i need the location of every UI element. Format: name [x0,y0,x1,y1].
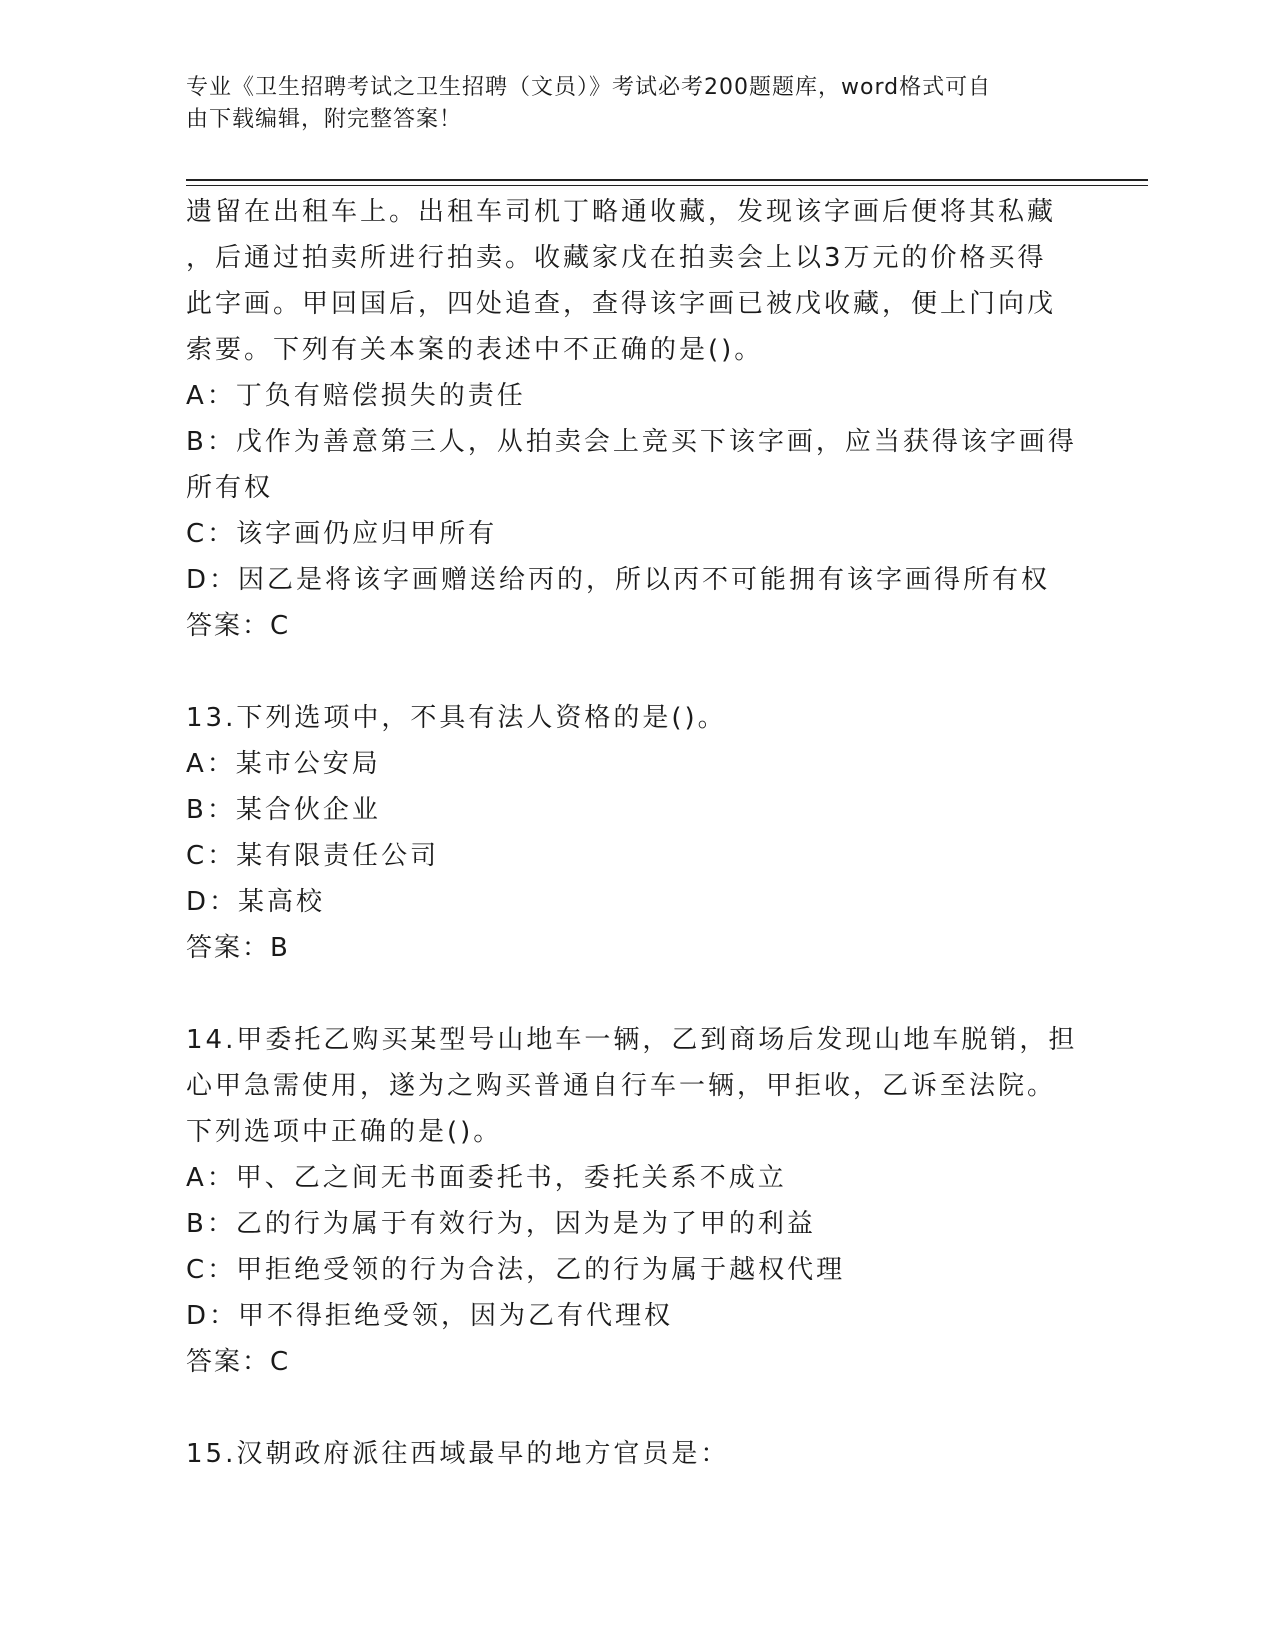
spacer [186,1385,1086,1431]
option-d: D：甲不得拒绝受领，因为乙有代理权 [186,1301,674,1331]
question-13 [186,695,1086,971]
header-line-2: 由下载编辑，附完整答案！ [186,107,463,132]
question-stem-line: 下列选项中正确的是()。 [186,1117,503,1147]
question-15 [186,1431,1086,1477]
answer-line: 答案：C [186,611,291,641]
document-header [186,72,1066,136]
question-stem-line: ，后通过拍卖所进行拍卖。收藏家戊在拍卖会上以3万元的价格买得 [186,243,1047,273]
option-c: C：某有限责任公司 [186,841,440,871]
option-c: C：该字画仍应归甲所有 [186,519,498,549]
question-stem: 13.下列选项中，不具有法人资格的是()。 [186,703,727,733]
option-b: B：戊作为善意第三人，从拍卖会上竞买下该字画，应当获得该字画得 [186,427,1077,457]
question-14 [186,1017,1086,1385]
spacer [186,649,1086,695]
option-a: A：甲、乙之间无书面委托书，委托关系不成立 [186,1163,787,1193]
answer-line: 答案：B [186,933,290,963]
question-stem-line: 此字画。甲回国后，四处追查，查得该字画已被戊收藏，便上门向戊 [186,289,1057,319]
question-stem-line: 14.甲委托乙购买某型号山地车一辆，乙到商场后发现山地车脱销，担 [186,1025,1078,1055]
question-stem-line: 遗留在出租车上。出租车司机丁略通收藏，发现该字画后便将其私藏 [186,197,1057,227]
option-b: B：乙的行为属于有效行为，因为是为了甲的利益 [186,1209,816,1239]
option-d: D：因乙是将该字画赠送给丙的，所以丙不可能拥有该字画得所有权 [186,565,1051,595]
answer-line: 答案：C [186,1347,291,1377]
spacer [186,971,1086,1017]
option-a: A：丁负有赔偿损失的责任 [186,381,526,411]
option-c: C：甲拒绝受领的行为合法，乙的行为属于越权代理 [186,1255,846,1285]
header-divider-thick [186,179,1148,181]
header-line-1: 专业《卫生招聘考试之卫生招聘（文员）》考试必考200题题库，word格式可自 [186,75,992,100]
header-divider-thin [186,185,1148,186]
option-a: A：某市公安局 [186,749,381,779]
option-b-continuation: 所有权 [186,473,274,503]
document-body [186,189,1086,1477]
option-b: B：某合伙企业 [186,795,381,825]
question-stem-line: 索要。下列有关本案的表述中不正确的是()。 [186,335,764,365]
question-stem-line: 心甲急需使用，遂为之购买普通自行车一辆，甲拒收，乙诉至法院。 [186,1071,1057,1101]
option-d: D：某高校 [186,887,326,917]
question-12 [186,189,1086,649]
question-stem: 15.汉朝政府派往西域最早的地方官员是： [186,1439,730,1469]
